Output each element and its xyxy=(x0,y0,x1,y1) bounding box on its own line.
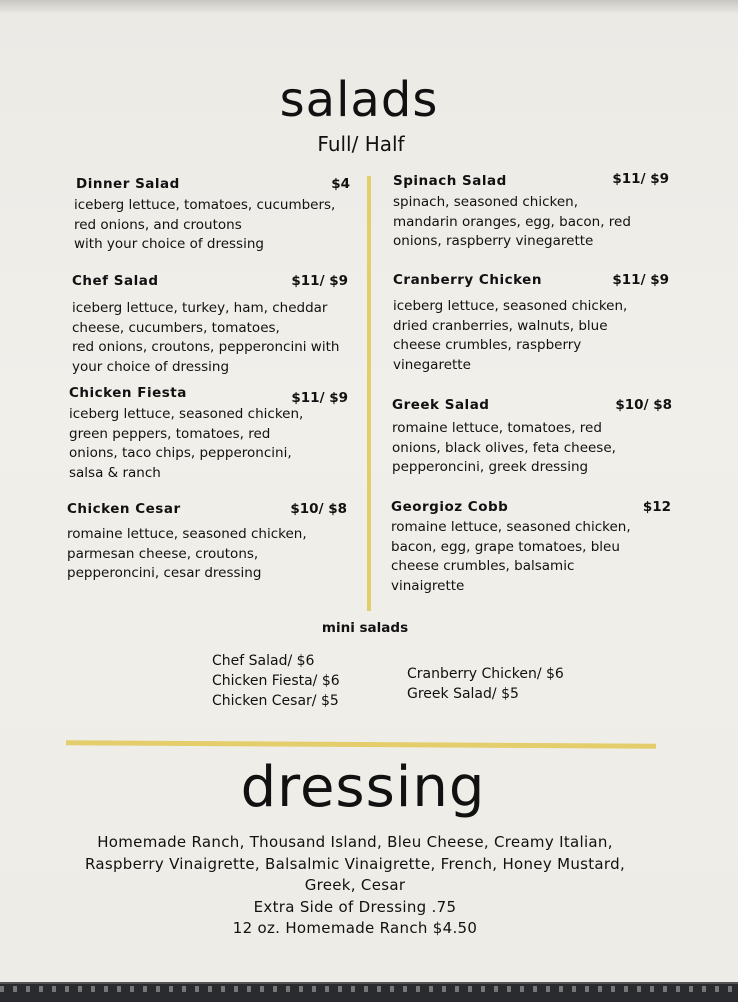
item-name: Chicken Fiesta xyxy=(69,385,187,401)
description-line: green peppers, tomatoes, red xyxy=(69,425,271,442)
description-line: romaine lettuce, seasoned chicken, xyxy=(67,526,307,542)
mini-salads-left-list xyxy=(212,651,340,711)
item-name: Cranberry Chicken xyxy=(393,272,542,288)
mini-salad-item: Greek Salad/ $5 xyxy=(407,686,519,702)
description-line: vinegarette xyxy=(393,356,471,373)
description-line: iceberg lettuce, seasoned chicken, xyxy=(69,406,304,422)
description-line: iceberg lettuce, tomatoes, cucumbers, xyxy=(74,197,336,213)
mini-salad-item: Chicken Fiesta/ $6 xyxy=(212,673,340,689)
dressing-list xyxy=(0,832,710,940)
description-line: vinaigrette xyxy=(391,577,465,594)
dressing-line: Extra Side of Dressing .75 xyxy=(253,897,457,916)
description-line: salsa & ranch xyxy=(69,464,161,481)
item-price: $11/ $9 xyxy=(291,390,348,406)
description-line: iceberg lettuce, turkey, ham, cheddar xyxy=(72,300,328,316)
description-line: onions, black olives, feta cheese, xyxy=(392,439,616,456)
description-line: dried cranberries, walnuts, blue xyxy=(393,317,608,334)
item-name: Greek Salad xyxy=(392,397,490,413)
dressing-line: Greek, Cesar xyxy=(304,876,406,894)
item-description xyxy=(74,196,335,255)
item-description xyxy=(72,299,339,377)
description-line: with your choice of dressing xyxy=(74,236,264,252)
description-line: onions, taco chips, pepperoncini, xyxy=(69,445,292,461)
item-description xyxy=(392,419,616,478)
description-line: your choice of dressing xyxy=(72,358,230,375)
item-name: Chicken Cesar xyxy=(67,501,181,517)
item-price: $12 xyxy=(642,499,671,515)
size-subtitle: Full/ Half xyxy=(317,132,405,156)
description-line: pepperoncini, cesar dressing xyxy=(67,565,262,581)
description-line: onions, raspberry vinegarette xyxy=(393,233,594,249)
item-description xyxy=(69,405,303,483)
item-description xyxy=(67,525,307,584)
description-line: red onions, and croutons xyxy=(74,216,242,233)
mini-salad-item: Chef Salad/ $6 xyxy=(212,653,315,669)
description-line: red onions, croutons, pepperoncini with xyxy=(72,339,340,355)
dressing-line: Raspberry Vinaigrette, Balsalmic Vinaigrette, French, Honey Mustard, xyxy=(84,854,626,873)
item-description xyxy=(391,518,631,596)
dressing-line: Homemade Ranch, Thousand Island, Bleu Cheese, Creamy Italian, xyxy=(97,833,613,851)
item-name: Chef Salad xyxy=(72,273,159,289)
mini-salad-item: Cranberry Chicken/ $6 xyxy=(407,666,564,682)
binder-stitching xyxy=(0,986,738,992)
page-top-shadow xyxy=(0,0,738,14)
mini-salads-right-list xyxy=(407,664,564,704)
mini-salads-heading: mini salads xyxy=(321,620,409,636)
description-line: cheese, cucumbers, tomatoes, xyxy=(72,319,280,336)
description-line: romaine lettuce, seasoned chicken, xyxy=(391,519,631,535)
salads-heading: salads xyxy=(279,72,439,128)
item-description xyxy=(393,297,627,375)
item-price: $10/ $8 xyxy=(615,397,672,413)
description-line: pepperoncini, greek dressing xyxy=(392,459,589,475)
description-line: spinach, seasoned chicken, xyxy=(393,194,579,210)
item-price: $4 xyxy=(331,176,350,192)
item-price: $11/ $9 xyxy=(612,171,669,187)
mini-salad-item: Chicken Cesar/ $5 xyxy=(212,693,339,709)
description-line: iceberg lettuce, seasoned chicken, xyxy=(393,298,628,314)
description-line: cheese crumbles, raspberry xyxy=(393,337,582,353)
item-price: $11/ $9 xyxy=(612,272,669,288)
dressing-heading: dressing xyxy=(240,755,486,820)
menu-binder-edge xyxy=(0,982,738,1002)
column-divider xyxy=(367,176,371,611)
item-name: Spinach Salad xyxy=(393,173,507,189)
item-price: $10/ $8 xyxy=(290,501,347,517)
description-line: parmesan cheese, croutons, xyxy=(67,545,259,562)
item-description xyxy=(393,193,631,252)
item-name: Dinner Salad xyxy=(76,176,180,192)
description-line: bacon, egg, grape tomatoes, bleu xyxy=(391,538,620,555)
dressing-line: 12 oz. Homemade Ranch $4.50 xyxy=(232,919,478,937)
description-line: mandarin oranges, egg, bacon, red xyxy=(393,213,631,230)
section-divider xyxy=(66,740,656,749)
item-price: $11/ $9 xyxy=(291,273,348,289)
description-line: cheese crumbles, balsamic xyxy=(391,558,575,574)
description-line: romaine lettuce, tomatoes, red xyxy=(392,420,602,436)
item-name: Georgioz Cobb xyxy=(391,499,509,515)
